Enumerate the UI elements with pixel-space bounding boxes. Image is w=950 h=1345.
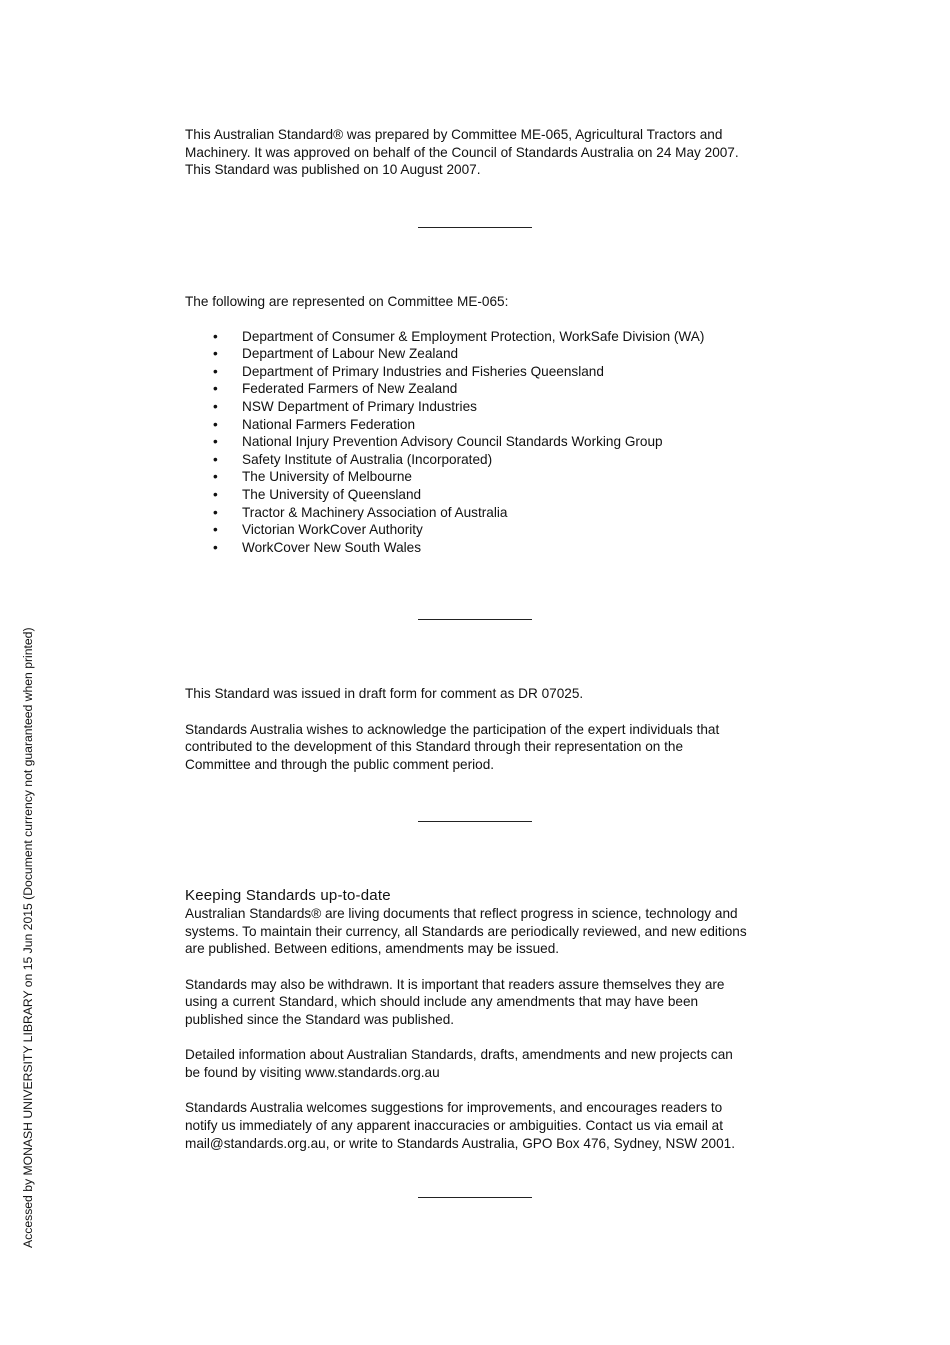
list-item — [185, 398, 775, 416]
contact-paragraph — [185, 1099, 775, 1152]
approval-line: This Standard was published on 10 August 2007. — [185, 162, 481, 178]
list-item — [185, 328, 775, 346]
approval-line: Machinery. It was approved on behalf of the Council of Standards Australia on 24 May 2007. — [185, 144, 739, 160]
section-divider — [418, 227, 532, 228]
acknowledgement-line: Standards Australia wishes to acknowledge the participation of the expert individuals that — [185, 721, 720, 737]
approval-line: This Australian Standard® was prepared by Committee ME-065, Agricultural Tractors and — [185, 127, 723, 142]
paragraph-line: Australian Standards® are living documents that reflect progress in science, technology and — [185, 906, 738, 921]
bullet-icon: • — [213, 487, 218, 503]
list-item — [185, 468, 775, 486]
member-name: National Injury Prevention Advisory Council Standards Working Group — [242, 434, 663, 450]
paragraph-line: mail@standards.org.au, or write to Standards Australia, GPO Box 476, Sydney, NSW 2001. — [185, 1135, 736, 1151]
bullet-icon: • — [213, 381, 218, 397]
section-divider — [418, 821, 532, 822]
member-name: Victorian WorkCover Authority — [242, 522, 423, 538]
bullet-icon: • — [213, 451, 218, 467]
committee-member-list — [185, 328, 775, 557]
draft-section — [185, 685, 775, 774]
bullet-icon: • — [213, 539, 218, 555]
list-item — [185, 416, 775, 434]
bullet-icon: • — [213, 346, 218, 362]
draft-issued-text: This Standard was issued in draft form for comment as DR 07025. — [185, 686, 584, 701]
member-name: Tractor & Machinery Association of Australia — [242, 504, 508, 520]
list-item — [185, 539, 775, 557]
list-item — [185, 504, 775, 522]
list-item — [185, 486, 775, 504]
member-name: WorkCover New South Wales — [242, 539, 422, 555]
section-heading: Keeping Standards up-to-date — [185, 887, 391, 904]
list-item — [185, 345, 775, 363]
list-item — [185, 521, 775, 539]
bullet-icon: • — [213, 504, 218, 520]
acknowledgement-line: contributed to the development of this Standard through their representation on the — [185, 739, 684, 755]
list-item — [185, 451, 775, 469]
member-name: NSW Department of Primary Industries — [242, 399, 477, 415]
paragraph-line: Standards may also be withdrawn. It is important that readers assure themselves they are — [185, 976, 725, 992]
paragraph-line: Standards Australia welcomes suggestions for improvements, and encourages readers to — [185, 1100, 723, 1116]
approval-statement — [185, 126, 775, 179]
list-item — [185, 363, 775, 381]
member-name: Department of Consumer & Employment Protection, WorkSafe Division (WA) — [242, 328, 705, 344]
paragraph-line: using a current Standard, which should include any amendments that may have been — [185, 994, 699, 1010]
list-item — [185, 433, 775, 451]
bullet-icon: • — [213, 399, 218, 415]
bullet-icon: • — [213, 434, 218, 450]
paragraph-line: published since the Standard was published. — [185, 1012, 455, 1028]
currency-paragraph — [185, 905, 775, 958]
committee-section — [185, 293, 775, 556]
member-name: Department of Primary Industries and Fisheries Queensland — [242, 363, 604, 379]
paragraph-line: are published. Between editions, amendments may be issued. — [185, 941, 560, 957]
member-name: Safety Institute of Australia (Incorporated) — [242, 451, 493, 467]
paragraph-line: Detailed information about Australian Standards, drafts, amendments and new projects can — [185, 1047, 733, 1063]
section-divider — [418, 1197, 532, 1198]
access-note: Accessed by MONASH UNIVERSITY LIBRARY on 15 Jun 2015 (Document currency not guaranteed when printed) — [21, 627, 35, 1248]
paragraph-line: systems. To maintain their currency, all Standards are periodically reviewed, and new editions — [185, 923, 747, 939]
bullet-icon: • — [213, 522, 218, 538]
member-name: The University of Melbourne — [242, 469, 412, 485]
member-name: The University of Queensland — [242, 487, 422, 503]
bullet-icon: • — [213, 328, 218, 344]
acknowledgement-paragraph — [185, 721, 775, 774]
bullet-icon: • — [213, 363, 218, 379]
committee-intro: The following are represented on Committee ME-065: — [185, 294, 509, 309]
information-paragraph — [185, 1046, 775, 1081]
acknowledgement-line: Committee and through the public comment period. — [185, 757, 495, 773]
paragraph-line: notify us immediately of any apparent inaccuracies or ambiguities. Contact us via email at — [185, 1118, 723, 1134]
paragraph-line: be found by visiting www.standards.org.au — [185, 1065, 440, 1081]
section-divider — [418, 619, 532, 620]
keeping-standards-section — [185, 886, 775, 1153]
member-name: Federated Farmers of New Zealand — [242, 381, 458, 397]
withdrawal-paragraph — [185, 976, 775, 1029]
list-item — [185, 380, 775, 398]
member-name: Department of Labour New Zealand — [242, 346, 459, 362]
bullet-icon: • — [213, 469, 218, 485]
member-name: National Farmers Federation — [242, 416, 416, 432]
bullet-icon: • — [213, 416, 218, 432]
